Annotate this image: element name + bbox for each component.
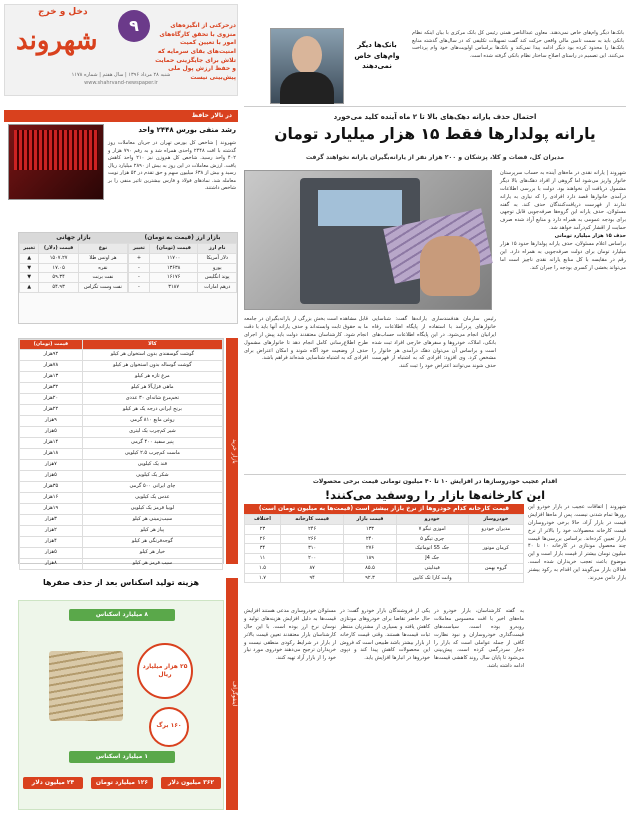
second-column-right: شهروند | اتفاقات عجیب در بازار خودرو این روزها تمام شدنی نیست. پس از ماه‌ها افزایش قیمت در بازار آزاد، حالا برخی خودروسازان قیمت کارخانه محصولات خود را بالاتر از نرخ بازار تعیین کرده‌اند. براساس بررسی‌ها قیمت چند محصول مونتاژی در کارخانه ۱۰ تا ۴۰ میلیون تومان بیشتر از قیمت بازار است و این موضوع باعث تعجب خریداران شده است. فعالان بازار می‌گویند این اقدام به رکود بیشتر بازار دامن می‌زند.	[528, 504, 626, 582]
gold-title: بازار جهانی	[19, 233, 128, 243]
info-bottom-a: ۲۴ میلیون دلار	[23, 777, 83, 789]
price-table-wrap	[18, 338, 224, 567]
car-table-header: خودرو	[396, 515, 468, 525]
car-cell: مدیران خودرو	[468, 524, 523, 534]
price-cell: ۱۹هزار	[20, 503, 83, 514]
info-bottom-c: ۳۶۲ میلیون دلار	[161, 777, 221, 789]
price-cell: ۵هزار	[20, 426, 83, 437]
rates-cell: یورو	[198, 263, 237, 273]
price-cell: ماست کم‌چرب ۲.۵ کیلویی	[82, 448, 222, 459]
car-table-header: قیمت کارخانه	[280, 515, 343, 525]
main-subhead: حذف ۱۵ هزار میلیارد تومانی	[554, 233, 626, 240]
car-cell: فیدلیتی	[396, 563, 468, 573]
gold-cell: ▼	[20, 263, 39, 273]
rates-cell: ۳۱۸۷	[149, 283, 198, 293]
car-cell: ۱۳۳	[344, 524, 396, 534]
table-row	[20, 283, 128, 293]
stock-board-screen	[14, 130, 98, 170]
car-price-table-wrap	[244, 504, 524, 604]
car-price-table	[244, 514, 524, 583]
table-row	[20, 514, 223, 525]
table-row	[20, 415, 223, 426]
gold-cell: ▲	[20, 253, 39, 263]
gold-cell: ▼	[20, 273, 39, 283]
section-label: دخل و خرج	[38, 7, 88, 17]
table-row	[20, 263, 128, 273]
rates-cell: درهم امارات	[198, 283, 237, 293]
second-column-c: به گفته کارشناسان، بازار خودرو در ماه‌های اخیر با افت محسوس معاملات روبه‌رو بوده است. سیاست‌های قیمت‌گذاری خودروسازان و نبود نظارت کافی از جمله عواملی است که بازار را دچار سردرگمی کرده است. پیش‌بینی می‌شود تا پایان سال روند کاهشی قیمت‌ها ادامه داشته باشد.	[434, 608, 524, 670]
rates-cell: +	[129, 253, 150, 263]
table-row	[20, 547, 223, 558]
price-cell: پنیر سفید ۴۰۰ گرمی	[82, 437, 222, 448]
car-cell	[468, 573, 523, 583]
car-table-caption: قیمت کارخانه کدام خودروها از نرخ بازار بیشتر است (قیمت‌ها به میلیون تومان است)	[244, 504, 524, 514]
rates-cell: پوند انگلیس	[198, 273, 237, 283]
table-row	[20, 393, 223, 404]
table-row	[20, 371, 223, 382]
car-cell: ۲۶۶	[280, 534, 343, 544]
stock-title: رشد منفی بورس ۲۴۴۸ واحد	[138, 126, 236, 134]
banknotes-stack-icon	[49, 651, 123, 721]
main-column-left: قابل مشاهده است بخش بزرگی از یارانه‌بگیران در جامعه ما به حقوق ثابت وابسته‌اند و حذف یارانه آنها باید با دقت انجام شود. کارشناسان معتقدند دولت باید پیش از اجرای طرح اطلاع‌رسانی کامل انجام دهد تا خانوارهای مشمول حذف از وضعیت خود آگاه شوند و امکان اعتراض برای افرادی که به اشتباه شناسایی شده‌اند فراهم باشد.	[244, 316, 368, 362]
info-bottom-b: ۱۲۶ میلیارد تومان	[91, 777, 153, 789]
prices-tag: بازار خرید	[226, 338, 238, 564]
car-cell: ۳۱۰	[280, 544, 343, 554]
table-row	[129, 283, 237, 293]
price-cell: مرغ تازه هر کیلو	[82, 371, 222, 382]
price-cell: روغن مایع ۸۱۰ گرمی	[82, 415, 222, 426]
second-column-a: مسئولان خودروسازی مدعی هستند افزایش قیمت‌ها به دلیل افزایش هزینه‌های تولید و نوسان نرخ ارز بوده است. با این حال کارشناسان بازار معتقدند تعیین قیمت بالاتر از بازار در شرایط رکودی منطقی نیست و خریداران ترجیح می‌دهند خودروی مورد نیاز خود را از بازار آزاد تهیه کنند.	[244, 608, 336, 662]
table-row	[20, 492, 223, 503]
car-cell: ۲۷۶	[344, 544, 396, 554]
rates-cell: دلار آمریکا	[198, 253, 237, 263]
atm-screen	[318, 190, 402, 226]
car-cell: ۲۴۶	[280, 524, 343, 534]
gold-header: تغییر	[20, 244, 39, 254]
price-cell: ۵هزار	[20, 470, 83, 481]
price-cell: ۲۰هزار	[20, 393, 83, 404]
infographic-title: هزینه تولید اسکناس بعد از حذف صفرها	[42, 578, 200, 587]
table-row	[129, 253, 237, 263]
price-table	[19, 339, 223, 570]
car-cell: ۱.۷	[245, 573, 281, 583]
currency-tables	[18, 232, 238, 324]
car-cell: اموزی تیگو ۷	[396, 524, 468, 534]
price-cell: ۱۸هزار	[20, 448, 83, 459]
portrait-suit	[280, 72, 334, 104]
second-kicker: اقدام عجیب خودروسازها در افزایش ۱۰ تا ۴۰ میلیون تومانی قیمت برخی محصولات	[312, 478, 558, 485]
table-row	[245, 544, 524, 554]
price-cell: تخم‌مرغ شانه‌ای ۳۰ عددی	[82, 393, 222, 404]
price-header: قیمت (تومان)	[20, 340, 83, 350]
car-cell: ۹۲.۳	[344, 573, 396, 583]
car-cell: ۸۵.۵	[344, 563, 396, 573]
price-cell: گوشت گوساله بدون استخوان هر کیلو	[82, 360, 222, 371]
table-row	[20, 459, 223, 470]
gold-cell: نقره	[78, 263, 127, 273]
table-row	[20, 470, 223, 481]
main-kicker: احتمال حذف یارانه دهک‌های بالا تا ۲ ماه آینده کلید می‌خورد	[333, 113, 537, 121]
car-table-header: اختلاف	[245, 515, 281, 525]
car-cell: ۱۸۹	[344, 554, 396, 564]
table-row	[245, 554, 524, 564]
price-cell: عدس یک کیلویی	[82, 492, 222, 503]
table-row	[20, 437, 223, 448]
rates-cell: -	[129, 283, 150, 293]
second-column-b: یکی از فروشندگان بازار خودرو گفت: در حال حاضر تقاضا برای خودروهای مونتاژی کاهش یافته و بسیاری از مشتریان منتظر ثبات قیمت‌ها هستند. وقتی قیمت کارخانه از بازار بیشتر باشد طبیعی است که فروش این محصولات کاهش پیدا کند و دپوی خودروها در انبارها افزایش یابد.	[340, 608, 430, 662]
main-column-middle: رئیس سازمان هدفمندسازی یارانه‌ها گفت: شناسایی خانوارهای پردرآمد با استفاده از پایگاه اطلاعات رفاه ایرانیان انجام می‌شود. در این پایگاه اطلاعات حساب‌های بانکی، املاک، خودروها و سفرهای خارجی افراد ثبت شده است و براساس آن می‌توان دهک درآمدی هر خانوار را مشخص کرد. وی افزود: افرادی که به اشتباه از فهرست حذف شوند می‌توانند اعتراض خود را ثبت کنند.	[372, 316, 496, 370]
infographic	[18, 600, 224, 810]
car-cell: ۲۴۰	[344, 534, 396, 544]
table-row	[20, 525, 223, 536]
car-cell: کرمان موتور	[468, 544, 523, 554]
rates-cell: ۱۱۷۰۰	[149, 253, 198, 263]
price-cell: ۴هزار	[20, 536, 83, 547]
price-cell: ۳۲هزار	[20, 382, 83, 393]
table-row	[245, 524, 524, 534]
gold-cell: نفت وست تگزاس	[78, 283, 127, 293]
stock-section-header: در تالار حافظ	[4, 110, 238, 122]
table-row	[20, 558, 223, 569]
price-cell: سیب قرمز هر کیلو	[82, 558, 222, 569]
price-cell: ۱۳هزار	[20, 371, 83, 382]
gold-cell: ۱۷.۰۵	[39, 263, 78, 273]
main-paragraph: براساس اعلام مسئولان، حذف یارانه پولدارها حدود ۱۵ هزار میلیارد تومان برای دولت صرفه‌جویی به همراه دارد. این رقم در مقایسه با کل منابع یارانه نقدی ناچیز است اما می‌تواند بخشی از کسری بودجه را جبران کند.	[500, 241, 626, 271]
rates-cell: -	[129, 273, 150, 283]
car-table-header: قیمت بازار	[344, 515, 396, 525]
car-cell: ۲۶	[245, 534, 281, 544]
car-cell: ۲۰۰	[280, 554, 343, 564]
second-headline: این کارخانه‌ها بازار را روسفید می‌کنند!	[324, 488, 546, 502]
infographic-tag: اینفوگراف	[226, 578, 238, 810]
price-cell: ۱۴هزار	[20, 437, 83, 448]
price-cell: ۱۶هزار	[20, 492, 83, 503]
main-column-right	[500, 170, 626, 470]
teaser-text: بانک‌ها دیگر وام‌های خاص نمی‌دهند. معاون عبدالناصر همتی رئیس کل بانک مرکزی با بیان اینکه نظام بانکی باید به سمت تامین مالی واقعی حرکت کند گفت تسهیلات تکلیفی که در سال‌های گذشته منابع بانک‌ها را محدود کرده بود دیگر ادامه پیدا نمی‌کند و بانک‌ها براساس اولویت‌های خود وام پرداخت می‌کنند. این تصمیم در راستای اصلاح ساختار نظام بانکی گرفته شده است.	[412, 30, 624, 59]
table-row	[20, 360, 223, 371]
car-cell: ۱.۵	[245, 563, 281, 573]
car-table-header: خودروساز	[468, 515, 523, 525]
price-cell: شکر یک کیلویی	[82, 470, 222, 481]
gold-cell: ▲	[20, 283, 39, 293]
table-row	[20, 349, 223, 360]
car-cell: جک S5 اتوماتیک	[396, 544, 468, 554]
table-row	[20, 273, 128, 283]
car-cell: ۱۱	[245, 554, 281, 564]
rates-cell: ۱۶۱۷۶	[149, 273, 198, 283]
car-cell: ۲۳	[245, 524, 281, 534]
hand	[420, 236, 480, 296]
table-row	[129, 273, 237, 283]
car-cell: ۸۷	[280, 563, 343, 573]
gold-cell: ۵۹.۳۴	[39, 273, 78, 283]
car-cell: گروه بهمن	[468, 563, 523, 573]
newspaper-logo: شهروند	[16, 26, 98, 56]
stock-text: شهروند | شاخص کل بورس تهران در جریان معاملات روز گذشته با افت ۲۴۴۸ واحدی همراه شد و به رقم ۷۹۰ هزار و ۴۰۲ واحد رسید. شاخص کل هم‌وزن نیز ۲۱۰ واحد کاهش یافت. ارزش معاملات در این روز به بیش از ۲۸۹۰ میلیارد ریال رسید و بیش از ۶۳۸ میلیون سهم و حق تقدم در ۵۲ هزار نوبت معامله شد. نمادهای فولاد و فارس بیشترین تاثیر منفی را بر شاخص داشتند.	[108, 140, 237, 191]
table-row	[20, 426, 223, 437]
table-row	[245, 573, 524, 583]
price-cell: گوجه‌فرنگی هر کیلو	[82, 536, 222, 547]
price-cell: ۹هزار	[20, 415, 83, 426]
table-row	[245, 534, 524, 544]
car-cell: ۳۴	[245, 544, 281, 554]
website-url: www.shahrvand-newspaper.ir	[84, 80, 158, 86]
price-cell: ۷هزار	[20, 459, 83, 470]
info-circle-a: ۲۵ هزار میلیارد ریال	[137, 643, 193, 699]
car-cell: وانت کارا تک کابین	[396, 573, 468, 583]
price-cell: ۲هزار	[20, 525, 83, 536]
masthead-teaser: درحرکتی از انگیزه‌های منزوی با تحقق کارگاه‌های امور با تعیین کمیت امنیت‌های بقای سرمایه که تلاش برای جایگزینی حمایت و حفظ ارزش پول ملی پیش‌بینی نیست	[155, 22, 236, 82]
main-lead: مدیران کل، قضات و کلا، پزشکان و ۲۰۰ هزار نفر از یارانه‌بگیران یارانه نخواهند گرفت	[305, 154, 565, 161]
info-pill-bottom: ۱ میلیارد اسکناس	[69, 751, 175, 763]
price-cell: ۷۸هزار	[20, 360, 83, 371]
rates-table	[128, 243, 237, 293]
divider	[244, 474, 626, 475]
price-cell: قند یک کیلویی	[82, 459, 222, 470]
gold-header: نوع	[78, 244, 127, 254]
gold-table-wrap	[19, 233, 128, 293]
price-cell: ۳هزار	[20, 514, 83, 525]
rates-header: قیمت (تومان)	[149, 244, 198, 254]
dateline: شنبه ۲۸ مرداد ۱۳۹۶ | سال هفتم | شماره ۱۱۷۸	[71, 72, 171, 78]
price-cell: ۸هزار	[20, 558, 83, 569]
gold-table	[19, 243, 128, 293]
table-row	[20, 448, 223, 459]
rates-header: نام ارز	[198, 244, 237, 254]
car-cell	[468, 554, 523, 564]
gold-cell: ۱۵۰۷.۲۷	[39, 253, 78, 263]
page-number-badge: ۹	[118, 10, 150, 42]
info-circle-b: ۱۶۰ برگ	[149, 707, 189, 747]
table-row	[20, 404, 223, 415]
rates-cell: -	[129, 263, 150, 273]
divider	[244, 106, 626, 107]
car-cell: ۹۴	[280, 573, 343, 583]
price-cell: ۵هزار	[20, 547, 83, 558]
price-cell: ۲۲هزار	[20, 404, 83, 415]
price-header: کالا	[82, 340, 222, 350]
teaser-quote-title: بانک‌ها دیگر وام‌های خاص نمی‌دهند	[354, 41, 400, 70]
table-row	[20, 536, 223, 547]
info-pill-top: ۸ میلیارد اسکناس	[69, 609, 175, 621]
gold-cell: هر اونس طلا	[78, 253, 127, 263]
table-row	[20, 503, 223, 514]
price-cell: ۳۵هزار	[20, 481, 83, 492]
table-row	[245, 563, 524, 573]
gold-cell: نفت برنت	[78, 273, 127, 283]
price-cell: لوبیا قرمز یک کیلویی	[82, 503, 222, 514]
gold-cell: ۵۴.۹۳	[39, 283, 78, 293]
car-cell	[468, 534, 523, 544]
gold-header: قیمت (دلار)	[39, 244, 78, 254]
portrait-face	[292, 36, 322, 74]
price-cell: خیار هر کیلو	[82, 547, 222, 558]
car-cell: چری تیگو ۵	[396, 534, 468, 544]
price-cell: گوشت گوسفندی بدون استخوان هر کیلو	[82, 349, 222, 360]
price-cell: چای ایرانی ۵۰۰ گرمی	[82, 481, 222, 492]
price-cell: برنج ایرانی درجه یک هر کیلو	[82, 404, 222, 415]
rates-header: تغییر	[129, 244, 150, 254]
table-row	[20, 382, 223, 393]
table-row	[20, 481, 223, 492]
car-cell: جک J4	[396, 554, 468, 564]
table-row	[129, 263, 237, 273]
main-headline: یارانه پولدارها فقط ۱۵ هزار میلیارد تومان	[274, 125, 596, 143]
price-cell: ۹۲هزار	[20, 349, 83, 360]
rates-title: بازار ارز (قیمت به تومان)	[128, 233, 237, 243]
price-cell: سیب‌زمینی هر کیلو	[82, 514, 222, 525]
table-row	[20, 253, 128, 263]
main-paragraph: شهروند | یارانه نقدی در ماه‌های آینده به حساب سرپرستان خانوار واریز می‌شود اما گروهی از افراد دهک‌های بالا دیگر مشمول دریافت آن نخواهند بود. دولت با بررسی اطلاعات درآمدی خانوارها قصد دارد افرادی را که نیازی به یارانه ندارند از فهرست دریافت‌کنندگان حذف کند. به گفته مسئولان، حذف یارانه این گروه‌ها صرفه‌جویی قابل توجهی برای بودجه عمومی به همراه دارد و منابع آزاد شده صرف حمایت از اقشار کم‌درآمد خواهد شد.	[500, 170, 626, 232]
rates-table-wrap	[128, 233, 237, 293]
price-cell: ماهی قزل‌آلا هر کیلو	[82, 382, 222, 393]
price-cell: پیاز هر کیلو	[82, 525, 222, 536]
price-cell: شیر کم‌چرب یک لیتری	[82, 426, 222, 437]
rates-cell: ۱۳۶۳۸	[149, 263, 198, 273]
